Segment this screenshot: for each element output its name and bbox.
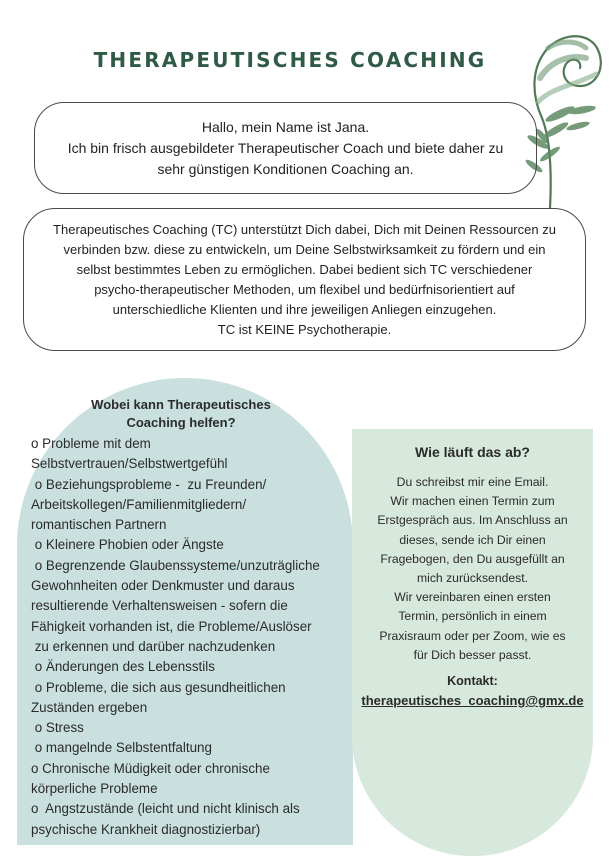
help-list <box>31 434 347 840</box>
process-line: Termin, persönlich in einem <box>398 609 547 624</box>
intro-line: sehr günstigen Konditionen Coaching an. <box>157 160 414 177</box>
help-heading <box>70 396 292 432</box>
help-heading-line: Wobei kann Therapeutisches <box>91 397 271 412</box>
list-item: resultierende Verhaltensweisen - sofern die <box>31 598 288 614</box>
list-item: o Chronische Müdigkeit oder chronische <box>31 760 270 776</box>
list-item: o Kleinere Phobien oder Ängste <box>31 537 224 553</box>
list-item: psychische Krankheit diagnostizierbar) <box>31 821 261 837</box>
list-item: o mangelnde Selbstentfaltung <box>31 740 212 756</box>
process-line: Erstgespräch aus. Im Anschluss an <box>377 513 568 528</box>
list-item: Gewohnheiten oder Denkmuster und daraus <box>31 578 295 594</box>
list-item: o Angstzustände (leicht und nicht klinisch als <box>31 801 300 817</box>
list-item: romantischen Partnern <box>31 517 167 533</box>
contact-email-link[interactable]: therapeutisches_coaching@gmx.de <box>361 693 584 708</box>
contact-label: Kontakt: <box>447 674 498 688</box>
process-line: Du schreibst mir eine Email. <box>396 475 549 489</box>
intro-line: Ich bin frisch ausgebildeter Therapeutischer Coach und biete daher zu <box>67 139 504 156</box>
list-item: zu erkennen und darüber nachzudenken <box>31 638 276 654</box>
process-line: Wir machen einen Termin zum <box>390 494 555 509</box>
list-item: Zuständen ergeben <box>31 699 148 715</box>
page-title: THERAPEUTISCHES COACHING <box>93 48 487 72</box>
intro-box <box>34 102 537 194</box>
tc-line: verbinden bzw. diese zu entwickeln, um Deine Selbstwirksamkeit zu fördern und ein <box>63 241 546 257</box>
process-line: mich zurücksendest. <box>416 571 529 586</box>
list-item: o Begrenzende Glaubenssysteme/unzuträgliche <box>31 557 320 573</box>
tc-line: selbst bestimmtes Leben zu ermöglichen. Dabei bedient sich TC verschiedener <box>76 261 533 277</box>
help-heading-line: Coaching helfen? <box>126 415 236 430</box>
process-heading: Wie läuft das ab? <box>414 444 530 460</box>
list-item: Selbstvertrauen/Selbstwertgefühl <box>31 456 228 472</box>
process-description <box>362 473 583 665</box>
list-item: o Beziehungsprobleme - zu Freunden/ <box>31 476 267 492</box>
list-item: o Stress <box>31 720 84 736</box>
list-item: o Probleme, die sich aus gesundheitlichen <box>31 679 286 695</box>
process-line: für Dich besser passt. <box>413 647 532 662</box>
list-item: o Änderungen des Lebensstils <box>31 659 215 675</box>
list-item: körperliche Probleme <box>31 781 158 797</box>
intro-line: Hallo, mein Name ist Jana. <box>201 118 370 135</box>
tc-line: Therapeutisches Coaching (TC) unterstützt Dich dabei, Dich mit Deinen Ressourcen zu <box>53 221 556 237</box>
process-line: dieses, sende ich Dir einen <box>399 532 546 547</box>
process-line: Praxisraum oder per Zoom, wie es <box>379 628 566 643</box>
tc-line: psycho-therapeutischer Methoden, um flexibel und bedürfnisorientiert auf <box>94 281 515 297</box>
tc-line: TC ist KEINE Psychotherapie. <box>217 321 392 337</box>
list-item: Arbeitskollegen/Familienmitgliedern/ <box>31 496 247 512</box>
fern-icon <box>520 18 610 213</box>
list-item: Fähigkeit vorhanden ist, die Probleme/Auslöser <box>31 618 312 634</box>
process-line: Wir vereinbaren einen ersten <box>394 590 551 605</box>
list-item: o Probleme mit dem <box>31 436 151 451</box>
tc-description-box <box>23 208 586 351</box>
tc-line: unterschiedliche Klienten und ihre jeweiligen Anliegen einzugehen. <box>112 301 497 317</box>
process-line: Fragebogen, den Du ausgefüllt an <box>380 551 565 566</box>
